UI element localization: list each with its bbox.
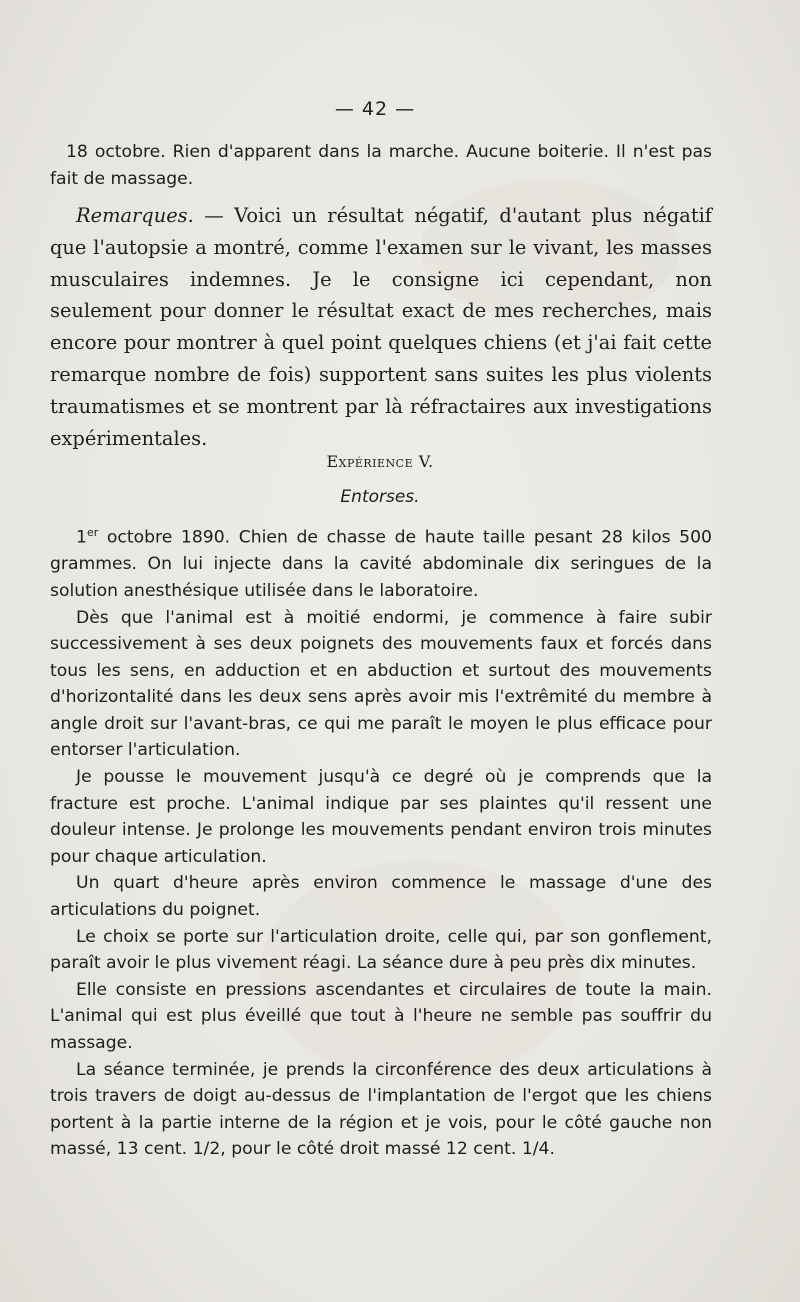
date-superscript: er <box>86 526 99 539</box>
paragraph-mesure: La séance terminée, je prends la circonférence des deux articulations à trois travers de doigt au-dessus de l'implantation de l'ergot que les chiens portent à la partie interne de la région et je vois, pour le côté gauche non massé, 13 cent. 1/2, pour le côté droit massé 12 cent. 1/4. <box>50 1059 712 1160</box>
page-number: — 42 — <box>334 98 416 120</box>
paragraph-date <box>50 520 712 605</box>
paragraph-pressions: Elle consiste en pressions ascendantes et circulaires de toute la main. L'animal qui est plus éveillé que tout à l'heure ne semble pas souffrir du massage. <box>50 979 712 1054</box>
experience-body <box>50 520 712 1163</box>
experience-subheading: Entorses. <box>340 487 420 507</box>
experience-heading: Expérience V. <box>326 452 434 471</box>
remarques-text: — Voici un résultat négatif, d'autant plus négatif que l'autopsie a montré, comme l'examen sur le vivant, les masses musculaires indemnes. Je le consigne ici cependant, non seulement pour donner le résultat exact de mes recherches, mais encore pour montrer à quel point quelques chiens (et j'ai fait cette remarque nombre de fois) supportent sans suites les plus violents traumatismes et se montrent par là réfractaires aux investigations expérimentales. <box>50 204 712 450</box>
paragraph-choix: Le choix se porte sur l'articulation droite, celle qui, par son gonflement, paraît avoir le plus vivement réagi. La séance dure à peu près dix minutes. <box>50 926 712 974</box>
paragraph-mouvement: Je pousse le mouvement jusqu'à ce degré où je comprends que la fracture est proche. L'animal indique par ses plaintes qu'il ressent une douleur intense. Je prolonge les mouvements pendant environ trois minutes pour chaque articulation. <box>50 767 712 867</box>
remarques-paragraph <box>50 200 712 454</box>
paragraph-text: octobre 1890. Chien de chasse de haute taille pesant 28 kilos 500 grammes. On lui injecte dans la cavité abdominale dix seringues de la solution anesthésique utilisée dans le laboratoire. <box>50 527 712 601</box>
opening-paragraph: 18 octobre. Rien d'apparent dans la marche. Aucune boiterie. Il n'est pas fait de massage. <box>50 142 712 189</box>
date-day: 1 <box>76 527 87 548</box>
remarques-label: Remarques. <box>76 204 194 227</box>
paragraph-quart-heure: Un quart d'heure après environ commence le massage d'une des articulations du poignet. <box>50 873 712 921</box>
paragraph-entorse: Dès que l'animal est à moitié endormi, je commence à faire subir successivement à ses deux poignets des mouvements faux et forcés dans tous les sens, en adduction et en abduction et surtout des mouvements d'horizontalité dans les deux sens après avoir mis l'extrêmité du membre à angle droit sur l'avant-bras, ce qui me paraît le moyen le plus efficace pour entorser l'articulation. <box>50 607 712 761</box>
